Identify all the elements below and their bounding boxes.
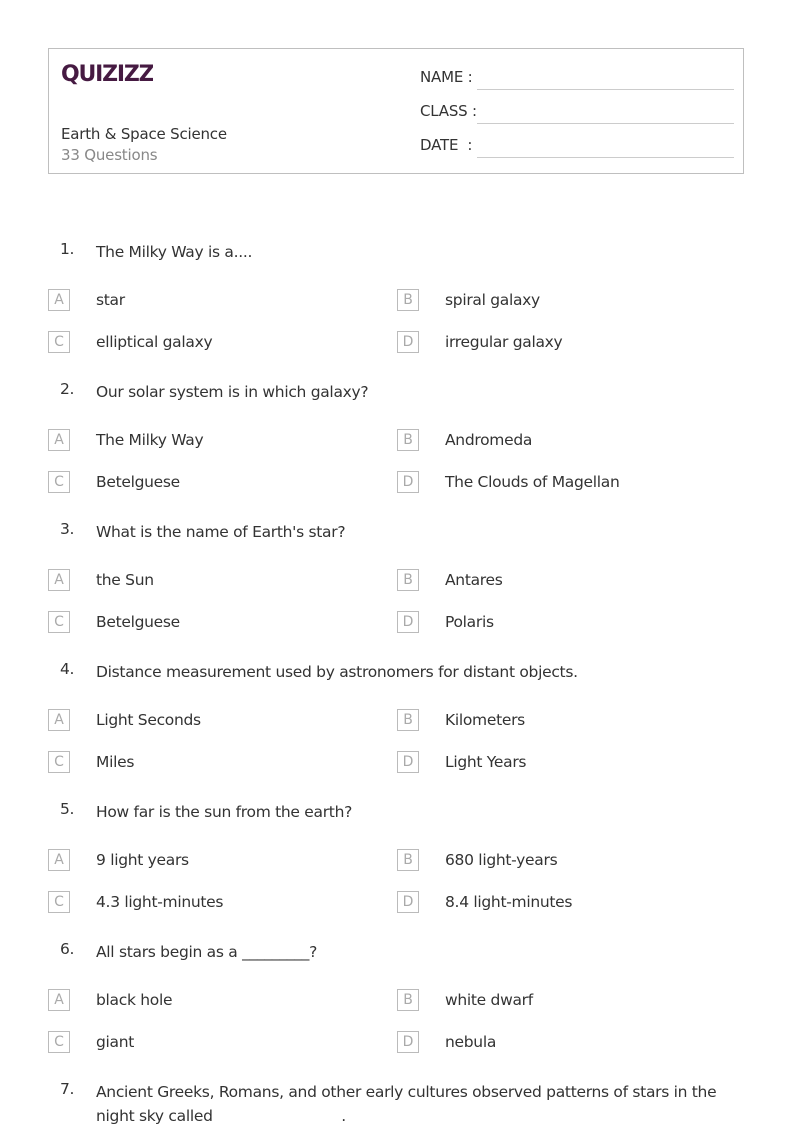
option-letter: B [397, 989, 419, 1011]
option-text: 680 light-years [445, 851, 558, 869]
option-letter: B [397, 849, 419, 871]
option-letter: D [397, 891, 419, 913]
option-letter: A [48, 289, 70, 311]
question-text: Distance measurement used by astronomers for distant objects. [96, 663, 578, 681]
option-letter: C [48, 471, 70, 493]
option-text: giant [96, 1033, 135, 1051]
option-text: Andromeda [445, 431, 533, 449]
option-letter: C [48, 611, 70, 633]
option-text: the Sun [96, 571, 154, 589]
question-text: The Milky Way is a.... [96, 243, 253, 261]
option-text: Polaris [445, 613, 494, 631]
question-number: 3. [60, 520, 75, 538]
option-letter: A [48, 569, 70, 591]
name-line[interactable] [477, 89, 734, 90]
option-letter: D [397, 611, 419, 633]
option-letter: C [48, 891, 70, 913]
option-letter: D [397, 471, 419, 493]
option-letter: A [48, 989, 70, 1011]
question-text: What is the name of Earth's star? [96, 523, 346, 541]
option-text: black hole [96, 991, 173, 1009]
class-line[interactable] [477, 123, 734, 124]
class-field[interactable] [420, 102, 734, 124]
option-text: elliptical galaxy [96, 333, 213, 351]
option-text: white dwarf [445, 991, 533, 1009]
option-letter: A [48, 849, 70, 871]
date-line[interactable] [477, 157, 734, 158]
question-number: 7. [60, 1080, 75, 1098]
option-text: Kilometers [445, 711, 525, 729]
brand-text: QUIZIZZ [61, 62, 153, 87]
option-letter: B [397, 289, 419, 311]
question-count: 33 Questions [61, 146, 158, 164]
answer-blank[interactable] [217, 1120, 341, 1121]
option-text: nebula [445, 1033, 497, 1051]
date-field[interactable] [420, 136, 734, 158]
question-text: All stars begin as a _________? [96, 943, 318, 961]
option-letter: A [48, 709, 70, 731]
class-label: CLASS : [420, 102, 477, 120]
quizizz-logo [61, 59, 153, 87]
option-text: Miles [96, 753, 135, 771]
question-number: 2. [60, 380, 75, 398]
option-letter: B [397, 429, 419, 451]
option-text: The Milky Way [96, 431, 204, 449]
option-text: Light Seconds [96, 711, 201, 729]
option-letter: D [397, 1031, 419, 1053]
option-letter: C [48, 751, 70, 773]
option-letter: D [397, 331, 419, 353]
question-number: 4. [60, 660, 75, 678]
question-text-body: Ancient Greeks, Romans, and other early cultures observed patterns of stars in the night sky called [96, 1083, 717, 1125]
option-text: Betelguese [96, 613, 180, 631]
question-text-suffix: . [341, 1107, 346, 1125]
question-text [96, 1080, 736, 1128]
option-text: Light Years [445, 753, 527, 771]
name-label: NAME : [420, 68, 473, 86]
option-text: irregular galaxy [445, 333, 563, 351]
option-text: Betelguese [96, 473, 180, 491]
option-letter: C [48, 331, 70, 353]
option-text: 9 light years [96, 851, 189, 869]
question-text: Our solar system is in which galaxy? [96, 383, 369, 401]
worksheet-title: Earth & Space Science [61, 125, 227, 143]
option-text: The Clouds of Magellan [445, 473, 620, 491]
date-label: DATE : [420, 136, 473, 154]
option-text: 8.4 light-minutes [445, 893, 573, 911]
option-letter: B [397, 569, 419, 591]
option-text: star [96, 291, 125, 309]
option-letter: C [48, 1031, 70, 1053]
name-field[interactable] [420, 68, 734, 90]
question-text: How far is the sun from the earth? [96, 803, 353, 821]
question-number: 5. [60, 800, 75, 818]
option-letter: B [397, 709, 419, 731]
question-number: 1. [60, 240, 75, 258]
option-text: 4.3 light-minutes [96, 893, 224, 911]
question-number: 6. [60, 940, 75, 958]
option-text: Antares [445, 571, 503, 589]
option-letter: D [397, 751, 419, 773]
option-text: spiral galaxy [445, 291, 540, 309]
worksheet-header [48, 48, 744, 174]
option-letter: A [48, 429, 70, 451]
